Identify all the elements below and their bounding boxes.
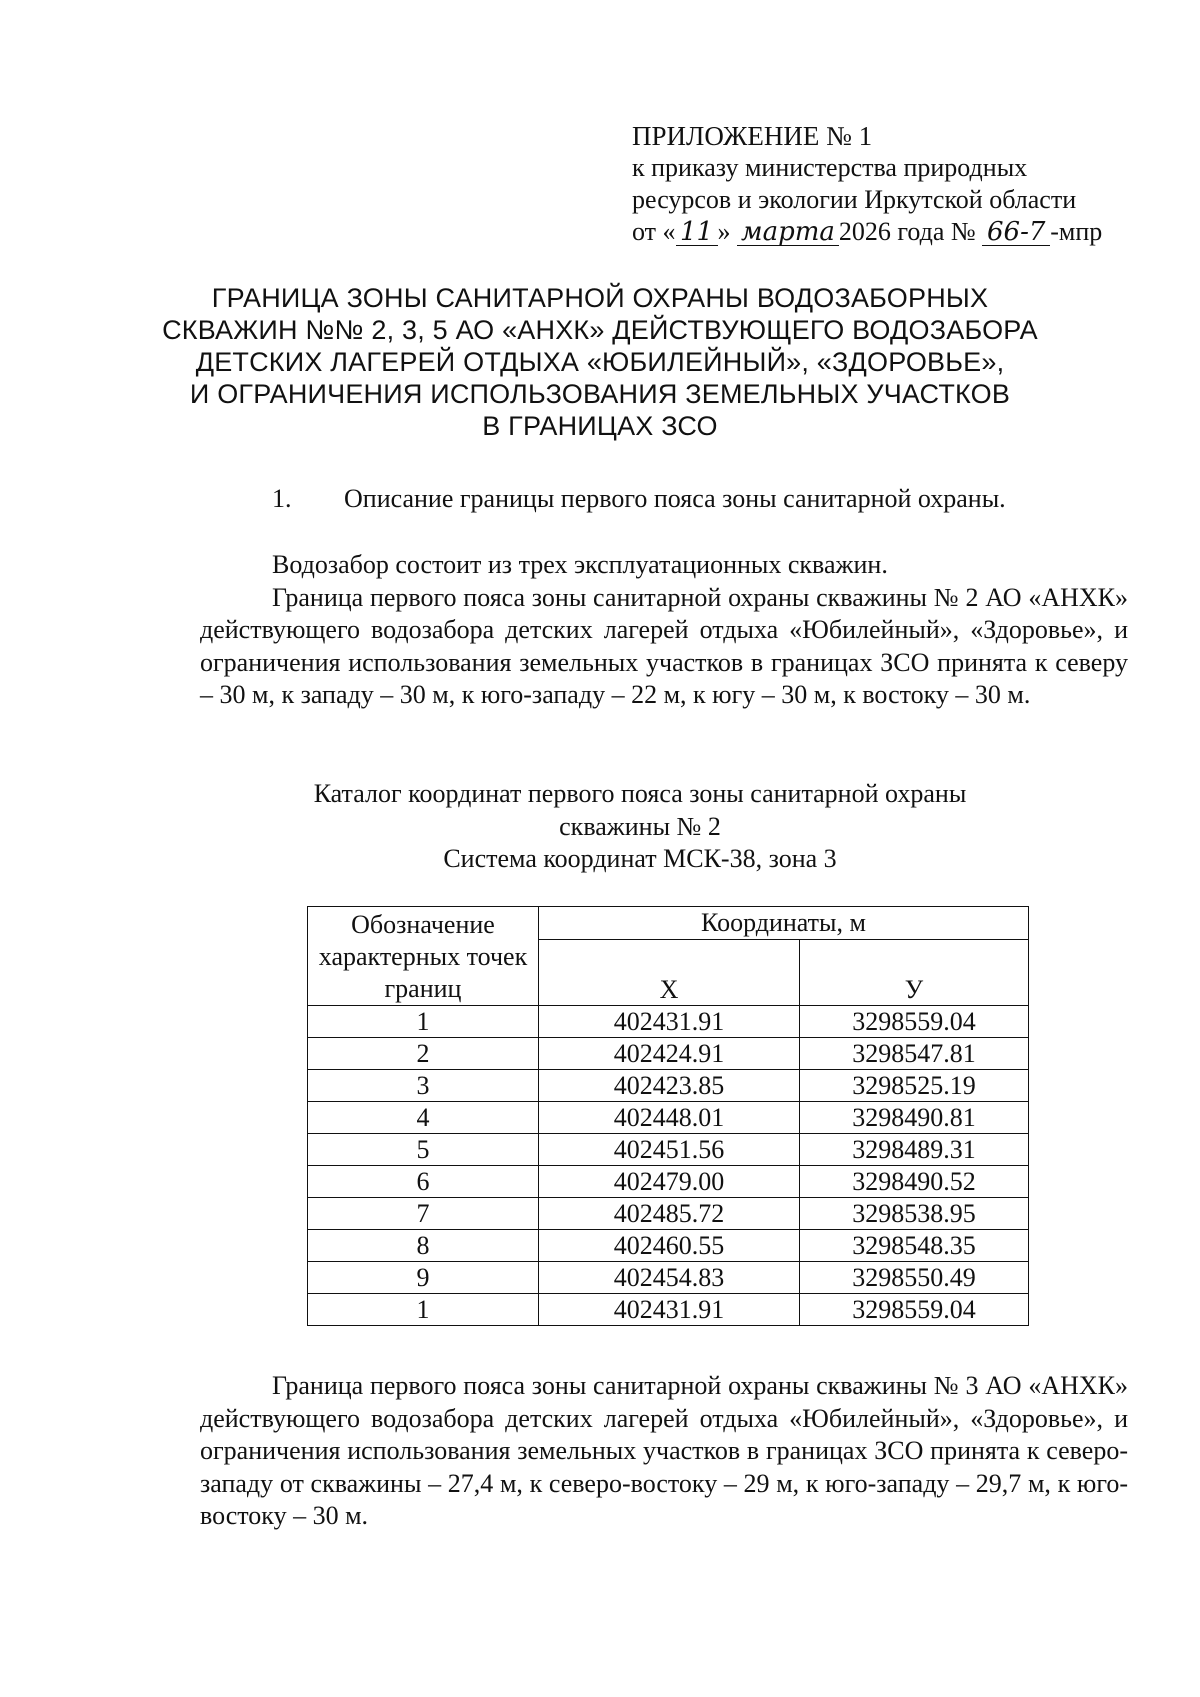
coordinates-table: [307, 906, 1029, 1326]
cell-y: 3298489.31: [800, 1134, 1029, 1166]
cell-point: 7: [308, 1198, 539, 1230]
cell-x: 402448.01: [539, 1102, 800, 1134]
table-row: [308, 1198, 1029, 1230]
cell-point: 4: [308, 1102, 539, 1134]
appendix-header: [632, 120, 1102, 248]
table-row: [308, 1166, 1029, 1198]
table-row: [308, 1134, 1029, 1166]
cell-y: 3298559.04: [800, 1294, 1029, 1326]
cell-y: 3298490.52: [800, 1166, 1029, 1198]
cell-point: 8: [308, 1230, 539, 1262]
paragraph-text: Граница первого пояса зоны санитарной охраны скважины № 3 АО «АНХК» действующего водозабора детских лагерей отдыха «Юбилейный», «Здоровье», и ограничения использования земельных участков в границах ЗСО принята к северо-западу от скважины – 27,4 м, к северо-востоку – 29 м, к юго-западу – 29,7 м, к юго-востоку – 30 м.: [200, 1371, 1128, 1530]
title-line-3: ДЕТСКИХ ЛАГЕРЕЙ ОТДЫХА «ЮБИЛЕЙНЫЙ», «ЗДОРОВЬЕ»,: [195, 347, 1005, 377]
date-year: 2026 года №: [838, 217, 976, 246]
cell-x: 402431.91: [539, 1294, 800, 1326]
date-mid: »: [717, 217, 731, 246]
cell-point: 6: [308, 1166, 539, 1198]
cell-x: 402479.00: [539, 1166, 800, 1198]
caption-line-1: Каталог координат первого пояса зоны санитарной охраны: [313, 779, 967, 808]
table-row: [308, 1070, 1029, 1102]
cell-point: 5: [308, 1134, 539, 1166]
paragraph-text: Водозабор состоит из трех эксплуатационных скважин.: [272, 550, 888, 579]
document-title: [150, 282, 1050, 442]
header-coordinates: Координаты, м: [539, 907, 1029, 940]
title-line-5: В ГРАНИЦАХ ЗСО: [482, 411, 718, 441]
section-heading: [272, 483, 1006, 515]
cell-x: 402424.91: [539, 1038, 800, 1070]
header-x: Х: [539, 939, 800, 1005]
appendix-line-1: к приказу министерства природных: [632, 153, 1028, 182]
body-paragraph-2: [200, 1370, 1128, 1533]
cell-point: 1: [308, 1294, 539, 1326]
date-suffix: -мпр: [1050, 217, 1103, 246]
date-prefix: от «: [632, 217, 676, 246]
cell-x: 402431.91: [539, 1006, 800, 1038]
cell-y: 3298538.95: [800, 1198, 1029, 1230]
cell-x: 402460.55: [539, 1230, 800, 1262]
cell-y: 3298550.49: [800, 1262, 1029, 1294]
caption-line-2: скважины № 2: [559, 811, 721, 841]
handwritten-day: 11: [676, 219, 718, 246]
cell-point: 9: [308, 1262, 539, 1294]
appendix-line-2: ресурсов и экологии Иркутской области: [632, 185, 1077, 214]
section-number: 1.: [272, 484, 292, 513]
appendix-heading: ПРИЛОЖЕНИЕ № 1: [632, 121, 873, 151]
table-row: [308, 1038, 1029, 1070]
cell-point: 3: [308, 1070, 539, 1102]
cell-y: 3298525.19: [800, 1070, 1029, 1102]
header-points: Обозначение характерных точек границ: [308, 907, 539, 1006]
title-line-1: ГРАНИЦА ЗОНЫ САНИТАРНОЙ ОХРАНЫ ВОДОЗАБОРНЫХ: [211, 283, 989, 313]
cell-y: 3298559.04: [800, 1006, 1029, 1038]
cell-x: 402485.72: [539, 1198, 800, 1230]
table-row: [308, 1294, 1029, 1326]
cell-x: 402423.85: [539, 1070, 800, 1102]
header-y: У: [800, 939, 1029, 1005]
cell-point: 2: [308, 1038, 539, 1070]
body-paragraph-1: [200, 549, 1128, 712]
table-row: [308, 1006, 1029, 1038]
cell-x: 402454.83: [539, 1262, 800, 1294]
title-line-2: СКВАЖИН №№ 2, 3, 5 АО «АНХК» ДЕЙСТВУЮЩЕГО ВОДОЗАБОРА: [162, 315, 1038, 345]
handwritten-month: марта: [737, 219, 839, 246]
table-row: [308, 1230, 1029, 1262]
cell-point: 1: [308, 1006, 539, 1038]
caption-line-3: Система координат МСК-38, зона 3: [443, 844, 837, 873]
cell-x: 402451.56: [539, 1134, 800, 1166]
section-text: Описание границы первого пояса зоны санитарной охраны.: [344, 484, 1006, 513]
title-line-4: И ОГРАНИЧЕНИЯ ИСПОЛЬЗОВАНИЯ ЗЕМЕЛЬНЫХ УЧАСТКОВ: [189, 379, 1011, 409]
table-row: [308, 1262, 1029, 1294]
cell-y: 3298490.81: [800, 1102, 1029, 1134]
appendix-date-line: [632, 216, 1102, 248]
paragraph-text: Граница первого пояса зоны санитарной охраны скважины № 2 АО «АНХК» действующего водозабора детских лагерей отдыха «Юбилейный», «Здоровье», и ограничения использования земельных участков в границах ЗСО принята к северу – 30 м, к западу – 30 м, к юго-западу – 22 м, к югу – 30 м, к востоку – 30 м.: [200, 582, 1128, 709]
table-caption: [250, 778, 1030, 876]
table-row: [308, 1102, 1029, 1134]
handwritten-order-number: 66-7: [982, 219, 1050, 246]
cell-y: 3298547.81: [800, 1038, 1029, 1070]
cell-y: 3298548.35: [800, 1230, 1029, 1262]
